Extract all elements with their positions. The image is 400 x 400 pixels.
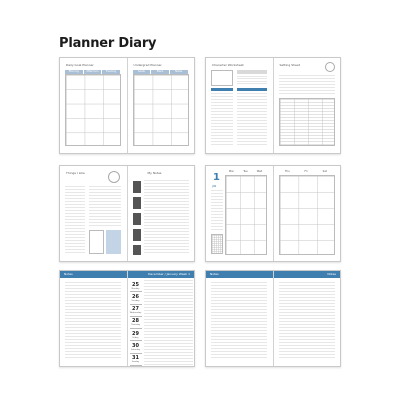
mini-calendar [211, 234, 223, 254]
weekday-label: Wed [253, 170, 267, 174]
day-name: Saturday [130, 349, 140, 352]
day-cell [130, 329, 142, 341]
day-number: 31 [132, 355, 139, 362]
text-lines [144, 180, 189, 255]
day-cell [130, 341, 142, 353]
day-name: Sunday [131, 361, 140, 364]
weekday-header [225, 170, 267, 174]
calendar-grid [279, 175, 335, 255]
page-heading: Character Worksheet [212, 63, 244, 67]
table-grid [279, 98, 335, 146]
info-lines [237, 76, 267, 86]
right-page [273, 271, 341, 366]
spread-notes[interactable] [205, 270, 341, 367]
weekday-label: Fri [297, 170, 316, 174]
left-page [60, 271, 127, 366]
right-page [273, 166, 341, 261]
highlight-box [106, 230, 121, 254]
day-cell [130, 354, 142, 366]
day-number: 25 [132, 281, 139, 288]
portrait-box [211, 70, 233, 86]
planner-grid [133, 74, 189, 146]
section-tab [133, 197, 141, 209]
day-cell [130, 292, 142, 304]
day-number: 27 [132, 306, 139, 313]
day-name: Tuesday [131, 299, 140, 302]
notes-lines [211, 190, 223, 230]
page-heading: Undergrad Planner [133, 63, 162, 67]
left-page [206, 58, 273, 153]
section-bar [237, 88, 267, 91]
section-tab [133, 181, 141, 193]
spread-daily-goal-planner[interactable] [59, 57, 195, 154]
page-heading: Things I Like [66, 171, 85, 175]
weekday-label: Thu [279, 170, 298, 174]
entry-lines [144, 280, 193, 366]
page-heading: My Notes [147, 171, 162, 175]
name-field [237, 70, 267, 74]
day-name: Thursday [130, 324, 141, 327]
left-page [206, 271, 273, 366]
column-label: Evening [102, 70, 121, 74]
text-lines [65, 186, 85, 254]
spread-monthly-calendar[interactable] [205, 165, 341, 262]
notes-lines [65, 282, 121, 360]
day-name: Monday [131, 287, 140, 290]
text-lines [89, 186, 121, 226]
right-page [127, 166, 195, 261]
emblem-icon [325, 62, 335, 72]
day-name: Friday [132, 336, 139, 339]
page-title: Planner Diary [59, 36, 157, 51]
column-label: Goals [133, 70, 152, 74]
weekday-label: Tue [239, 170, 253, 174]
section-tab [133, 245, 141, 255]
day-number: 29 [132, 330, 139, 337]
text-lines [279, 75, 335, 95]
note-box [89, 230, 104, 254]
weekday-label: Sat [316, 170, 335, 174]
text-lines [211, 93, 233, 147]
notes-header: Notes [206, 271, 273, 278]
weekday-label: Mon [225, 170, 239, 174]
column-label: Notes [170, 70, 189, 74]
left-page [60, 58, 127, 153]
day-cell [130, 317, 142, 329]
day-name: Wednesday [129, 312, 142, 315]
section-tab [133, 213, 141, 225]
notes-lines [211, 282, 267, 360]
spread-weekly-planner[interactable] [59, 270, 195, 367]
day-number: 28 [132, 318, 139, 325]
column-label: Morning [65, 70, 84, 74]
day-number: 26 [132, 293, 139, 300]
section-bar [211, 88, 233, 91]
notes-header: Notes [274, 271, 341, 278]
right-page [127, 271, 195, 366]
day-cell [130, 280, 142, 292]
page-heading: Daily Goal Planner [66, 63, 94, 67]
month-name: JAN [212, 185, 217, 188]
day-column [130, 280, 142, 366]
text-lines [237, 93, 267, 147]
day-number: 30 [132, 343, 139, 350]
spread-things-i-like[interactable] [59, 165, 195, 262]
emblem-icon [108, 171, 120, 183]
notes-header: Notes [60, 271, 127, 278]
week-header: December / January Week 1 [128, 271, 195, 278]
section-tab [133, 229, 141, 241]
page-heading: Setting Sheet [279, 63, 300, 67]
calendar-grid [225, 175, 267, 255]
notes-lines [279, 282, 335, 360]
column-label: Plans [151, 70, 170, 74]
column-label: Afternoon [84, 70, 103, 74]
weekday-header [279, 170, 335, 174]
right-page [127, 58, 195, 153]
day-cell [130, 305, 142, 317]
month-number: 1 [213, 172, 220, 183]
left-page [60, 166, 127, 261]
right-page [273, 58, 341, 153]
left-page [206, 166, 273, 261]
spread-worksheets[interactable] [205, 57, 341, 154]
planner-grid [65, 74, 121, 146]
